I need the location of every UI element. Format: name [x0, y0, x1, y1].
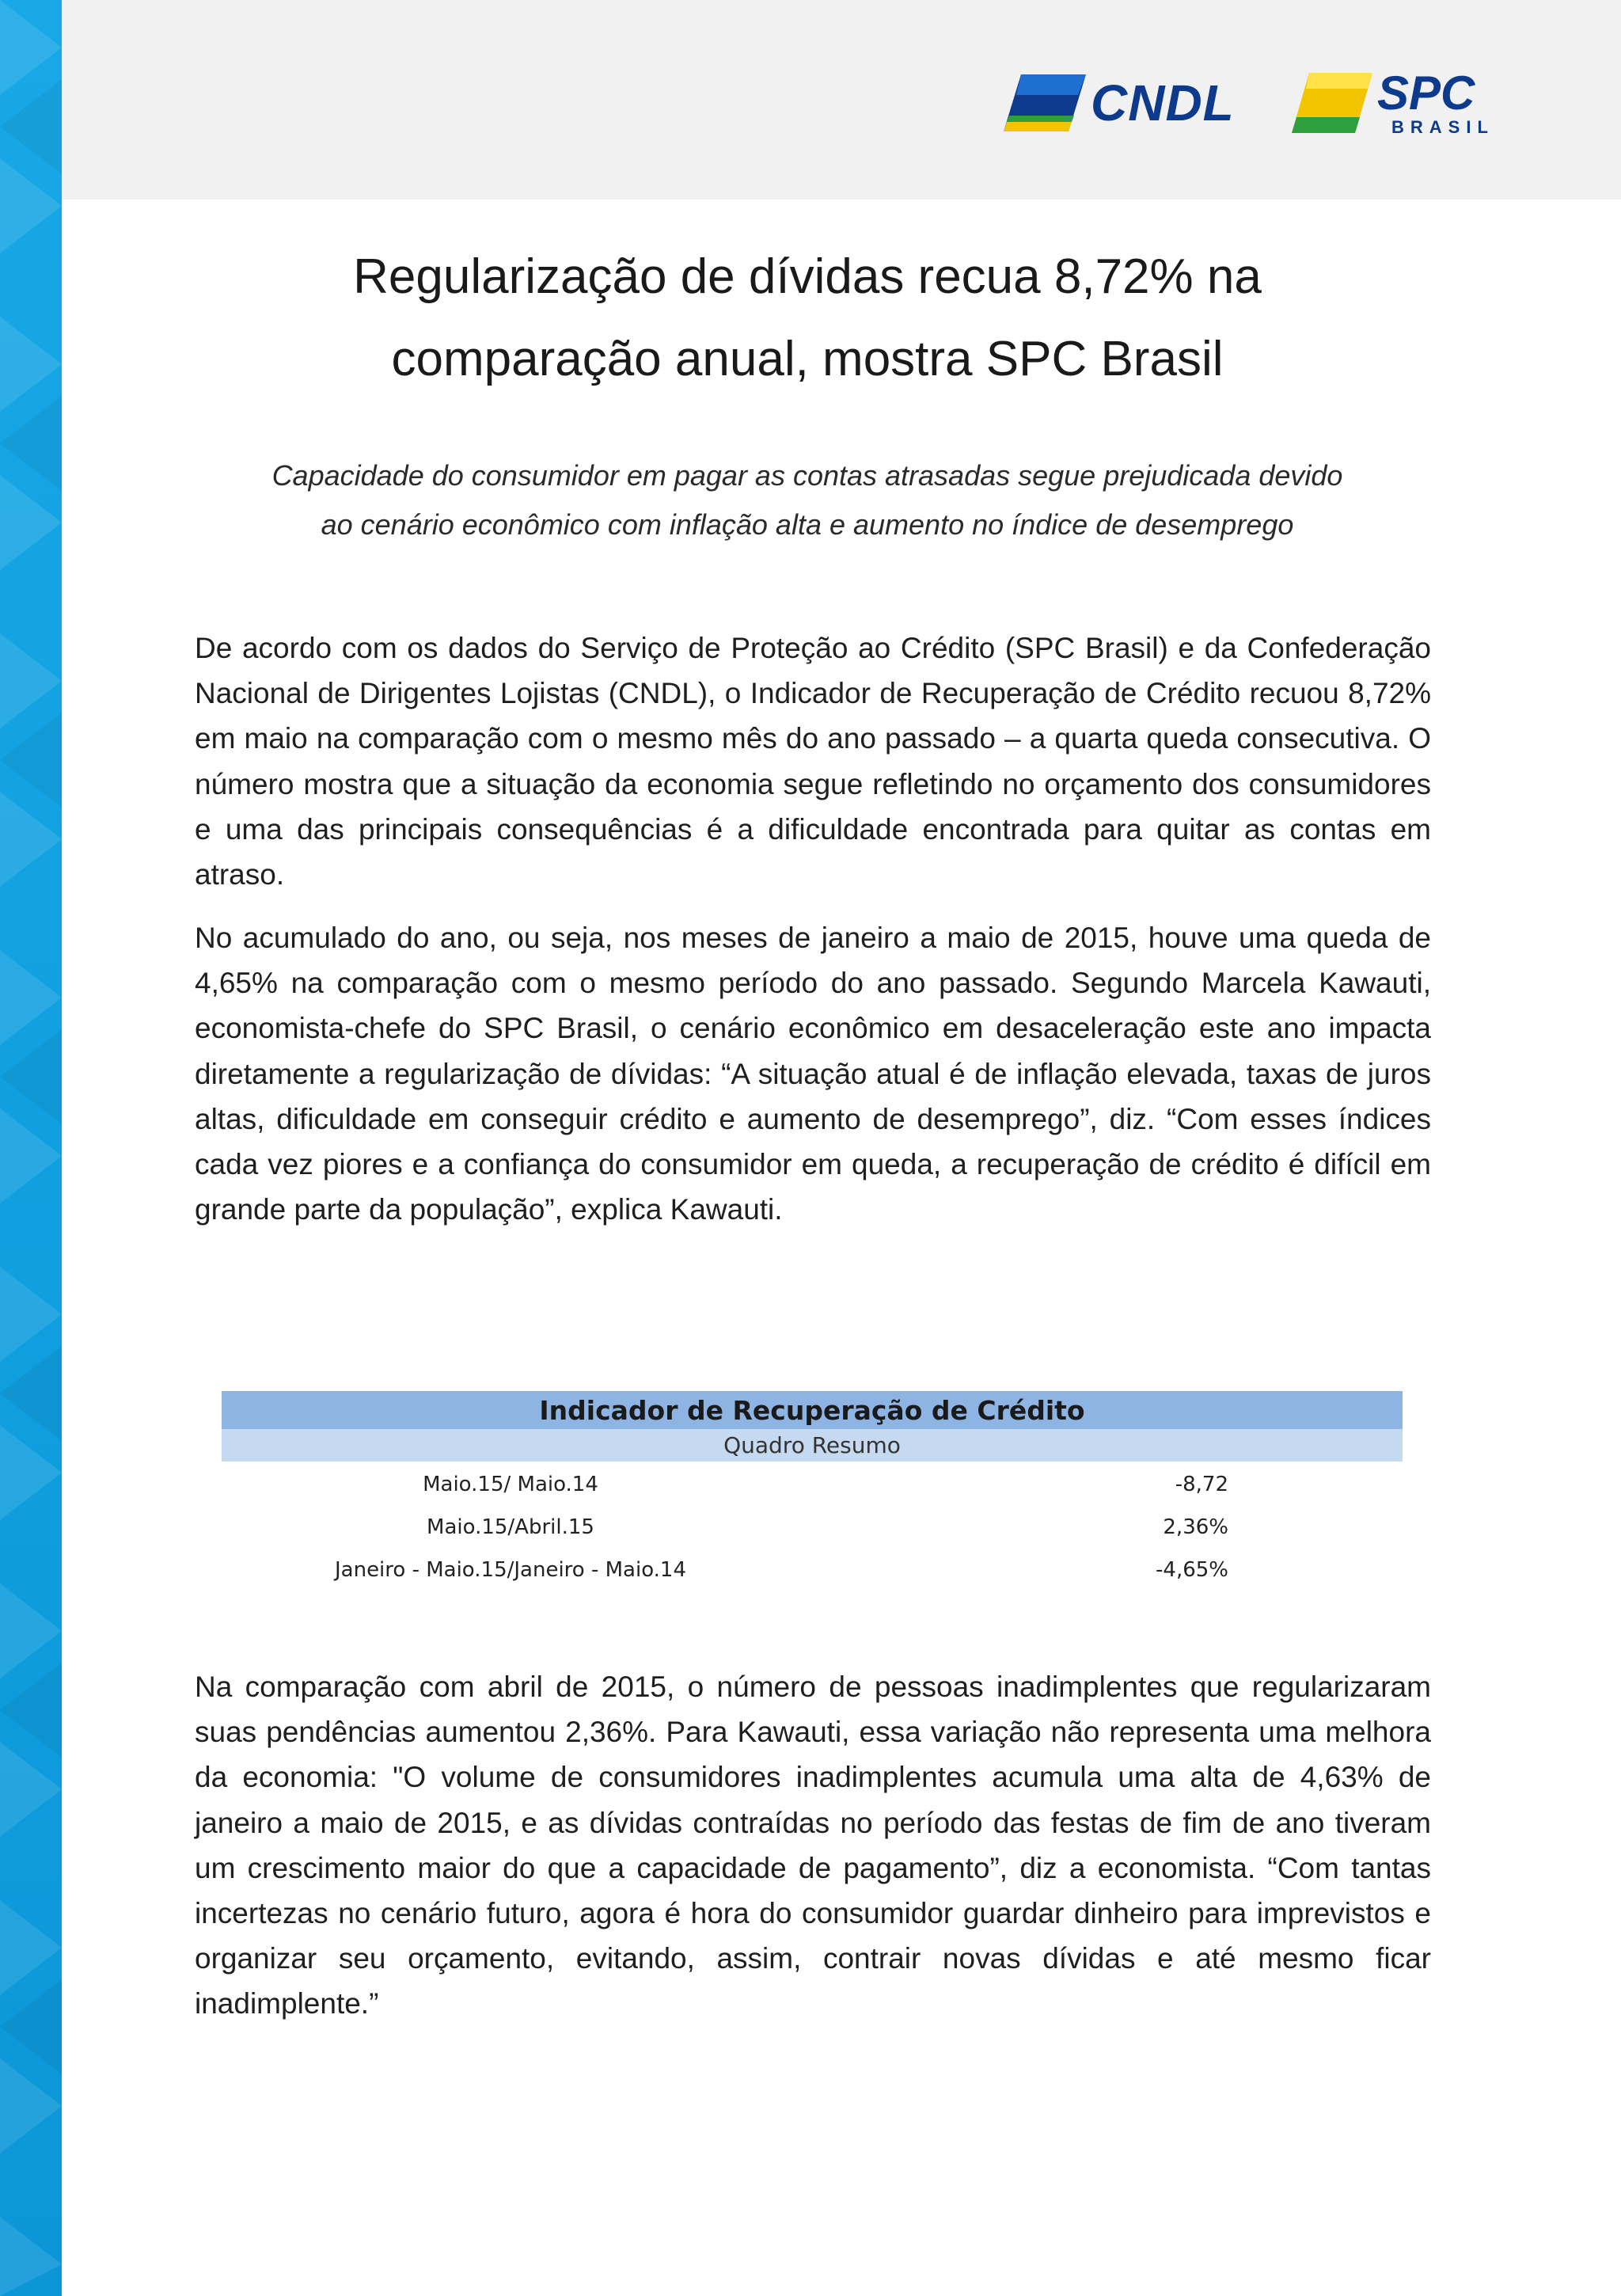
article-subtitle	[174, 451, 1441, 549]
subtitle-line-1: Capacidade do consumidor em pagar as contas atrasadas segue prejudicada devido	[271, 459, 1343, 492]
spc-logo-words	[1377, 67, 1494, 137]
table-row-label: Maio.15/ Maio.14	[423, 1473, 598, 1496]
table-row	[222, 1462, 1403, 1504]
spc-brasil-logo	[1285, 67, 1494, 139]
table-row-value: -4,65%	[1156, 1558, 1228, 1582]
title-line-1: Regularização de dívidas recua 8,72% na	[353, 249, 1262, 304]
spc-logo-text: SPC	[1377, 67, 1475, 120]
table-row-value: -8,72	[1175, 1473, 1228, 1496]
cndl-logo-mark-icon	[999, 71, 1086, 135]
paragraph-1: De acordo com os dados do Serviço de Proteção ao Crédito (SPC Brasil) e da Confederação Nacional de Dirigentes Lojistas (CNDL), o Indicador de Recuperação de Crédito recuou 8,72% em maio na comparação com o mesmo mês do ano passado – a quarta queda consecutiva. O número mostra que a situação da economia segue refletindo no orçamento dos consumidores e uma das principais consequências é a dificuldade encontrada para quitar as contas em atraso.	[195, 632, 1431, 891]
title-line-2: comparação anual, mostra SPC Brasil	[391, 332, 1224, 386]
table-row-label: Maio.15/Abril.15	[427, 1515, 594, 1539]
subtitle-line-2: ao cenário econômico com inflação alta e aumento no índice de desemprego	[321, 508, 1294, 541]
brasil-logo-text: BRASIL	[1391, 117, 1494, 137]
cndl-logo	[999, 68, 1235, 138]
paragraph-2: No acumulado do ano, ou seja, nos meses de janeiro a maio de 2015, houve uma queda de 4,65% na comparação com o mesmo período do ano passado. Segundo Marcela Kawauti, economista-chefe do SPC Brasil, o cenário econômico em desaceleração este ano impacta diretamente a regularização de dívidas: “A situação atual é de inflação elevada, taxas de juros altas, dificuldade em conseguir crédito e aumento de desemprego”, diz. “Com esses índices cada vez piores e a confiança do consumidor em queda, a recuperação de crédito é difícil em grande parte da população”, explica Kawauti.	[195, 922, 1431, 1226]
table-subtitle: Quadro Resumo	[222, 1429, 1403, 1462]
summary-table	[222, 1391, 1403, 1590]
table-row	[222, 1504, 1403, 1547]
cndl-logo-text: CNDL	[1091, 74, 1235, 131]
table-title: Indicador de Recuperação de Crédito	[222, 1391, 1403, 1429]
table-row	[222, 1547, 1403, 1590]
table-row-label: Janeiro - Maio.15/Janeiro - Maio.14	[334, 1558, 686, 1582]
paragraph-3: Na comparação com abril de 2015, o número de pessoas inadimplentes que regularizaram suas pendências aumentou 2,36%. Para Kawauti, essa variação não representa uma melhora da economia: "O volume de consumidores inadimplentes acumula uma alta de 4,63% de janeiro a maio de 2015, e as dívidas contraídas no período das festas de fim de ano tiveram um crescimento maior do que a capacidade de pagamento”, diz a economista. “Com tantas incertezas no cenário futuro, agora é hora do consumidor guardar dinheiro para imprevistos e organizar seu orçamento, evitando, assim, contrair novas dívidas e até mesmo ficar inadimplente.”	[195, 1671, 1431, 2020]
left-decorative-stripe	[0, 0, 62, 2296]
stripe-pattern-icon	[0, 0, 62, 2296]
table-row-value: 2,36%	[1163, 1515, 1228, 1539]
article-title	[190, 236, 1425, 401]
spc-logo-mark-icon	[1285, 70, 1372, 136]
